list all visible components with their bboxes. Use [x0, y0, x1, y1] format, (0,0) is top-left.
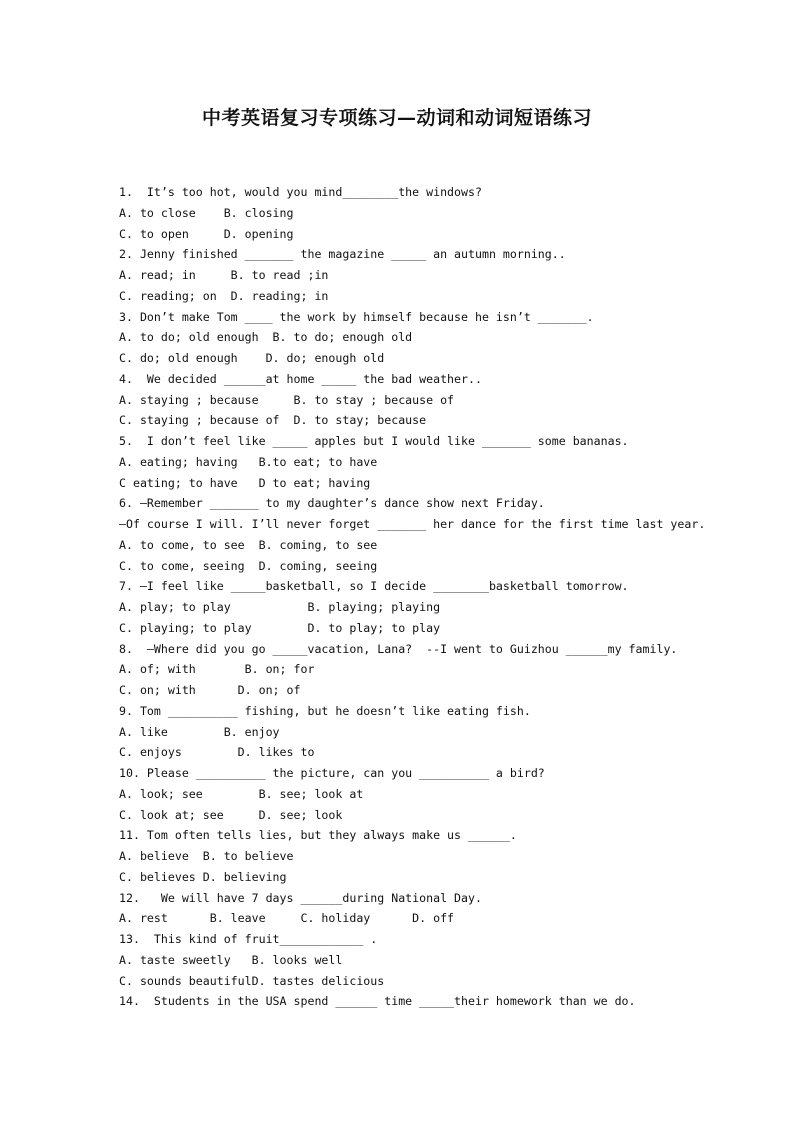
- option-line: A. taste sweetly B. looks well: [119, 952, 343, 967]
- option-line: A. play; to play B. playing; playing: [119, 600, 441, 614]
- question-line: 14. Students in the USA spend ______ time _____their homework than we do.: [119, 994, 636, 1009]
- option-line: C eating; to have D to eat; having: [119, 475, 371, 490]
- option-line: A. eating; having B.to eat; to have: [119, 454, 378, 469]
- question-line: 12. We will have 7 days ______during National Day.: [119, 890, 482, 905]
- question-line: 4. We decided ______at home _____ the bad weather..: [119, 371, 482, 386]
- option-line: C. do; old enough D. do; enough old: [119, 351, 385, 365]
- option-line: C. sounds beautifulD. tastes delicious: [119, 973, 385, 988]
- option-line: A. believe B. to believe: [119, 849, 294, 863]
- question-line: —Of course I will. I’ll never forget _______ her dance for the first time last year.: [119, 517, 706, 531]
- question-line: 7. –I feel like _____basketball, so I decide ________basketball tomorrow.: [119, 579, 629, 594]
- option-line: A. to do; old enough B. to do; enough old: [119, 330, 413, 345]
- question-line: 6. —Remember _______ to my daughter’s dance show next Friday.: [119, 496, 545, 511]
- option-line: A. like B. enjoy: [119, 724, 280, 739]
- option-line: C. playing; to play D. to play; to play: [119, 620, 441, 635]
- option-line: A. to close B. closing: [119, 205, 294, 220]
- question-line: 10. Please __________ the picture, can you __________ a bird?: [119, 766, 545, 780]
- option-line: C. on; with D. on; of: [119, 683, 301, 697]
- option-line: A. look; see B. see; look at: [119, 786, 364, 801]
- question-line: 3. Don’t make Tom ____ the work by himself because he isn’t _______.: [119, 309, 594, 324]
- option-line: C. believes D. believing: [119, 869, 287, 884]
- question-line: 9. Tom __________ fishing, but he doesn’t like eating fish.: [119, 703, 531, 718]
- option-line: A. to come, to see B. coming, to see: [119, 537, 378, 552]
- question-line: 5. I don’t feel like _____ apples but I would like _______ some bananas.: [119, 434, 629, 448]
- question-line: 13. This kind of fruit____________ .: [119, 932, 378, 946]
- exercise-list: [119, 182, 719, 1012]
- option-line: C. staying ; because of D. to stay; because: [119, 413, 427, 428]
- question-line: 8. –Where did you go _____vacation, Lana? --I went to Guizhou ______my family.: [119, 641, 678, 656]
- option-line: C. to come, seeing D. coming, seeing: [119, 558, 378, 573]
- question-line: 11. Tom often tells lies, but they always make us ______.: [119, 828, 517, 843]
- question-line: 2. Jenny finished _______ the magazine _____ an autumn morning..: [119, 247, 566, 262]
- option-line: A. rest B. leave C. holiday D. off: [119, 911, 455, 926]
- option-line: C. to open D. opening: [119, 226, 294, 241]
- option-line: A. read; in B. to read ;in: [119, 268, 329, 282]
- option-line: C. reading; on D. reading; in: [119, 288, 329, 303]
- question-line: 1. It’s too hot, would you mind________the windows?: [119, 185, 482, 199]
- option-line: A. of; with B. on; for: [119, 662, 315, 677]
- option-line: A. staying ; because B. to stay ; because of: [119, 392, 455, 407]
- option-line: C. enjoys D. likes to: [119, 745, 315, 760]
- option-line: C. look at; see D. see; look: [119, 807, 343, 822]
- page-title: 中考英语复习专项练习—动词和动词短语练习: [201, 107, 592, 129]
